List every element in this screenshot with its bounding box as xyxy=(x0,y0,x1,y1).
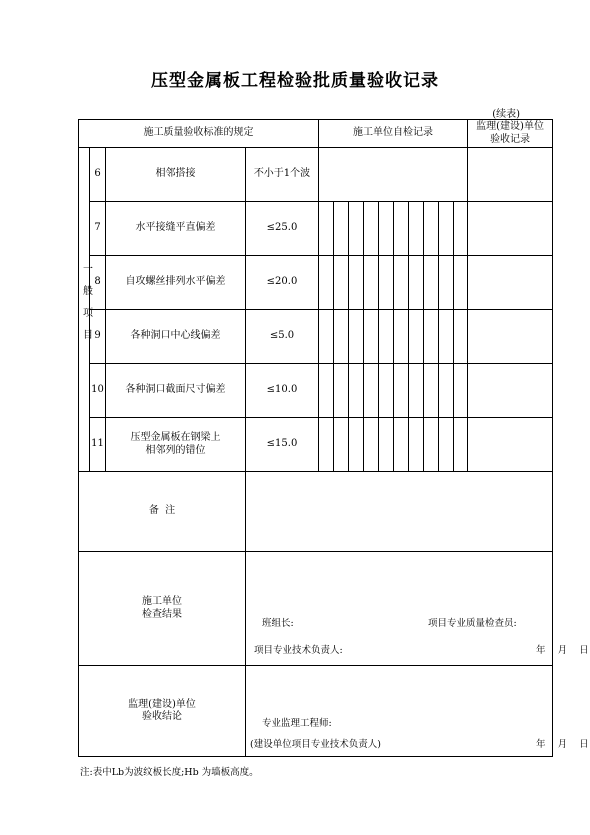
self-check-cell[interactable] xyxy=(364,310,379,364)
self-check-cell[interactable] xyxy=(379,418,394,472)
self-check-cell[interactable] xyxy=(334,364,349,418)
self-check-cell[interactable] xyxy=(439,256,454,310)
self-check-cell[interactable] xyxy=(424,256,439,310)
engineer-label: 专业监理工程师: xyxy=(262,718,332,729)
self-check-cell[interactable] xyxy=(349,256,364,310)
supervision-cell[interactable] xyxy=(468,256,553,310)
self-check-cell[interactable] xyxy=(454,256,468,310)
self-check-cell[interactable] xyxy=(364,418,379,472)
group-label xyxy=(79,148,90,472)
item-name: 相邻搭接 xyxy=(106,148,246,202)
self-check-cell[interactable] xyxy=(424,310,439,364)
self-check-cell[interactable] xyxy=(319,310,334,364)
self-check-cell[interactable] xyxy=(319,364,334,418)
self-check-cell[interactable] xyxy=(349,202,364,256)
self-check-cell[interactable] xyxy=(334,256,349,310)
footnote: 注:表中Lb为波纹板长度;Hb 为墙板高度。 xyxy=(80,767,259,778)
self-check-cell[interactable] xyxy=(379,256,394,310)
self-check-cell[interactable] xyxy=(319,256,334,310)
item-name: 各种洞口截面尺寸偏差 xyxy=(106,364,246,418)
item-number: 6 xyxy=(90,148,106,202)
contractor-sign-area[interactable] xyxy=(246,552,589,666)
self-check-cell[interactable] xyxy=(349,418,364,472)
inspection-sheet xyxy=(78,119,589,757)
inspection-table xyxy=(78,119,589,757)
self-check-cell[interactable] xyxy=(349,310,364,364)
table-row xyxy=(79,256,553,310)
self-check-cell[interactable] xyxy=(334,202,349,256)
item-name: 压型金属板在钢梁上 相邻列的错位 xyxy=(106,418,246,472)
self-check-cell[interactable] xyxy=(394,310,409,364)
self-check-cell[interactable] xyxy=(394,256,409,310)
remarks-label-text: 备 注 xyxy=(148,505,176,517)
self-check-cell[interactable] xyxy=(379,364,394,418)
contractor-date: 年 月 日 xyxy=(536,645,589,656)
item-number: 10 xyxy=(90,364,106,418)
self-check-cell[interactable] xyxy=(364,256,379,310)
item-number: 8 xyxy=(90,256,106,310)
team-leader-label: 班组长: xyxy=(262,618,294,629)
self-check-cell[interactable] xyxy=(454,310,468,364)
supervisor-sign-area[interactable] xyxy=(246,666,589,757)
supervision-cell[interactable] xyxy=(468,148,553,202)
item-requirement: ≤20.0 xyxy=(246,256,319,310)
item-number: 7 xyxy=(90,202,106,256)
header-self-check: 施工单位自检记录 xyxy=(319,120,468,148)
supervisor-date: 年 月 日 xyxy=(536,739,589,750)
page-title: 压型金属板工程检验批质量验收记录 xyxy=(151,71,439,91)
supervision-cell[interactable] xyxy=(468,310,553,364)
continued-label: (续表) xyxy=(492,109,520,120)
self-check-cell[interactable] xyxy=(439,418,454,472)
self-check-cell[interactable] xyxy=(364,364,379,418)
contractor-label: 施工单位 检查结果 xyxy=(79,552,246,666)
table-row xyxy=(79,364,553,418)
supervisor-label: 监理(建设)单位 验收结论 xyxy=(79,666,246,757)
group-label-text: 一般项目 xyxy=(80,263,92,352)
quality-inspector-label: 项目专业质量检查员: xyxy=(428,618,517,629)
self-check-cell[interactable] xyxy=(319,148,468,202)
self-check-cell[interactable] xyxy=(334,310,349,364)
item-requirement: 不小于1个波 xyxy=(246,148,319,202)
self-check-cell[interactable] xyxy=(424,202,439,256)
self-check-cell[interactable] xyxy=(409,364,424,418)
self-check-cell[interactable] xyxy=(454,202,468,256)
table-row xyxy=(79,418,553,472)
item-name: 各种洞口中心线偏差 xyxy=(106,310,246,364)
self-check-cell[interactable] xyxy=(424,364,439,418)
table-row xyxy=(79,148,553,202)
self-check-cell[interactable] xyxy=(364,202,379,256)
item-name: 自攻螺丝排列水平偏差 xyxy=(106,256,246,310)
remarks-field[interactable] xyxy=(246,472,553,552)
self-check-cell[interactable] xyxy=(454,364,468,418)
owner-rep-label: (建设单位项目专业技术负责人) xyxy=(250,739,381,750)
self-check-cell[interactable] xyxy=(409,256,424,310)
self-check-cell[interactable] xyxy=(334,418,349,472)
tech-lead-label: 项目专业技术负责人: xyxy=(254,645,343,656)
supervision-cell[interactable] xyxy=(468,418,553,472)
self-check-cell[interactable] xyxy=(439,202,454,256)
self-check-cell[interactable] xyxy=(424,418,439,472)
supervision-cell[interactable] xyxy=(468,202,553,256)
self-check-cell[interactable] xyxy=(409,418,424,472)
self-check-cell[interactable] xyxy=(439,364,454,418)
header-standard: 施工质量验收标准的规定 xyxy=(79,120,319,148)
self-check-cell[interactable] xyxy=(319,202,334,256)
self-check-cell[interactable] xyxy=(379,202,394,256)
remarks-label xyxy=(79,472,246,552)
item-requirement: ≤15.0 xyxy=(246,418,319,472)
self-check-cell[interactable] xyxy=(319,418,334,472)
self-check-cell[interactable] xyxy=(379,310,394,364)
self-check-cell[interactable] xyxy=(394,202,409,256)
table-row xyxy=(79,310,553,364)
self-check-cell[interactable] xyxy=(409,310,424,364)
item-requirement: ≤10.0 xyxy=(246,364,319,418)
item-requirement: ≤25.0 xyxy=(246,202,319,256)
header-supervision: 监理(建设)单位 验收记录 xyxy=(468,120,553,148)
self-check-cell[interactable] xyxy=(394,364,409,418)
item-number: 9 xyxy=(90,310,106,364)
self-check-cell[interactable] xyxy=(439,310,454,364)
table-row xyxy=(79,202,553,256)
self-check-cell[interactable] xyxy=(349,364,364,418)
supervision-cell[interactable] xyxy=(468,364,553,418)
item-number: 11 xyxy=(90,418,106,472)
self-check-cell[interactable] xyxy=(394,418,409,472)
item-requirement: ≤5.0 xyxy=(246,310,319,364)
self-check-cell[interactable] xyxy=(409,202,424,256)
self-check-cell[interactable] xyxy=(454,418,468,472)
item-name: 水平接缝平直偏差 xyxy=(106,202,246,256)
